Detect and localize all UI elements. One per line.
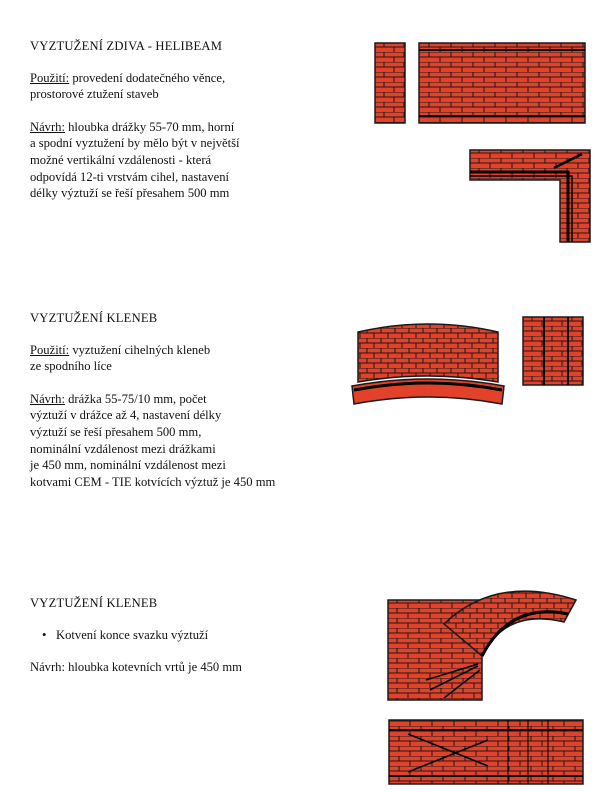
bullet-dot: • bbox=[42, 627, 47, 642]
section-title: VYZTUŽENÍ KLENEB bbox=[30, 311, 158, 325]
vault-arch-drawing bbox=[346, 318, 510, 408]
section-helibeam bbox=[30, 38, 350, 218]
use-paragraph bbox=[30, 70, 350, 103]
anchored-wall-drawing bbox=[388, 716, 584, 788]
vault-section-drawing bbox=[522, 316, 584, 386]
use-text: provedení dodatečného věnce, prostorové ztužení staveb bbox=[30, 70, 226, 102]
use-text: vyztužení cihelných kleneb ze spodního líce bbox=[30, 342, 211, 374]
section-title: VYZTUŽENÍ ZDIVA - HELIBEAM bbox=[30, 39, 223, 53]
corner-reinforcement-drawing bbox=[468, 148, 594, 244]
design-paragraph: Návrh: hloubka kotevních vrtů je 450 mm bbox=[30, 660, 242, 675]
section-vaults-1 bbox=[30, 310, 350, 506]
use-paragraph bbox=[30, 342, 350, 375]
brick-column-drawing bbox=[374, 42, 406, 124]
section-vaults-2 bbox=[30, 595, 350, 692]
design-paragraph bbox=[30, 119, 350, 202]
use-label: Použití: bbox=[30, 70, 70, 85]
design-text: hloubka drážky 55-70 mm, horní a spodní vyztužení by mělo být v největší možné vertikální vzdálenosti - která odpovídá 12-ti vrstvám cihel, nastavení délky výztuží se řeší přesahem 500 mm bbox=[30, 119, 240, 201]
design-label: Návrh: bbox=[30, 119, 65, 134]
design-text: drážka 55-75/10 mm, počet výztuží v drážce až 4, nastavení délky výztuží se řeší přesahem 500 mm, nominální vzdálenost mezi drážkami je 450 mm, nominální vzdálenost mezi kotvami CEM - TIE kotvících výztuž je 450 mm bbox=[30, 391, 276, 489]
bullet-item bbox=[30, 627, 350, 644]
anchored-vault-drawing bbox=[386, 568, 586, 702]
brick-wall-drawing bbox=[418, 42, 586, 124]
section-title: VYZTUŽENÍ KLENEB bbox=[30, 596, 158, 610]
bullet-text: Kotvení konce svazku výztuží bbox=[56, 627, 209, 642]
use-label: Použití: bbox=[30, 342, 70, 357]
design-label: Návrh: bbox=[30, 391, 65, 406]
design-paragraph bbox=[30, 391, 350, 491]
